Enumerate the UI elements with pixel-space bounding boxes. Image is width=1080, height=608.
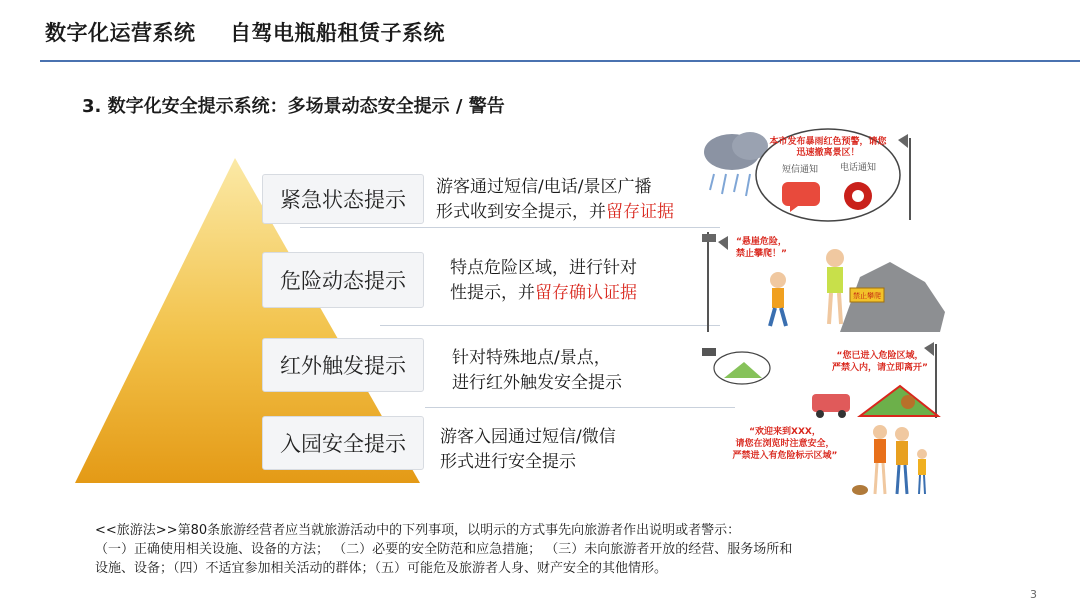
woman-figure-icon <box>826 249 844 324</box>
welcome-bubble-line3: 严禁进入有危险标示区域” <box>732 451 838 461</box>
level-desc-emergency: 游客通过短信/电话/景区广播 形式收到安全提示，并留存证据 <box>436 177 674 222</box>
dog-icon <box>852 485 868 495</box>
danger-zone <box>860 386 938 416</box>
infrared-camera-icon <box>702 348 716 356</box>
level-desc-entry: 游客入园通过短信/微信 形式进行安全提示 <box>440 427 616 472</box>
section-title: 3. 数字化安全提示系统：多场景动态安全提示 / 警告 <box>82 96 505 117</box>
level-label-danger: 危险动态提示 <box>262 252 424 308</box>
page-number: 3 <box>1030 588 1037 601</box>
slide-header <box>0 0 1080 62</box>
speaker-icon <box>898 134 908 148</box>
level-label-infrared: 红外触发提示 <box>262 338 424 392</box>
level-label-entry: 入园安全提示 <box>262 416 424 470</box>
row-divider <box>380 325 720 326</box>
law-footnote: <<旅游法>>第80条旅游经营者应当就旅游活动中的下列事项，以明示的方式事先向旅游者作出说明或者警示： （一）正确使用相关设施、设备的方法； （二）必要的安全防范和应急措施； （三）未向旅游者开放的经营、服务场所和 设施、设备；（四）不适宜参加相关活动的群体；（五）可能危及旅游者人身、财产安全的其他情形。 <box>95 523 793 576</box>
storm-bubble-line1: 本市发布暴雨红色预警，请您 <box>769 137 887 147</box>
cliff-bubble-line1: “悬崖危险， <box>736 237 787 247</box>
level-label-emergency: 紧急状态提示 <box>262 174 424 224</box>
entry-welcome-illustration <box>720 420 945 500</box>
infrared-alert-illustration <box>700 340 950 420</box>
danger-bubble-line1: “您已进入危险区域， <box>836 351 924 361</box>
danger-bubble-line2: 严禁入内，请立即离开” <box>832 363 928 373</box>
child-figure-icon <box>770 272 786 326</box>
cliff-sign: 禁止攀爬 <box>853 292 881 300</box>
row-divider <box>425 407 735 408</box>
header-divider <box>40 60 1080 62</box>
header-subtitle: 自驾电瓶船租赁子系统 <box>230 21 445 45</box>
animal-icon <box>901 395 915 409</box>
family-figures-icon <box>873 425 927 494</box>
storm-alert-illustration <box>700 120 925 225</box>
row-divider <box>300 227 720 228</box>
phone-label: 电话通知 <box>839 163 877 173</box>
welcome-bubble-line1: “欢迎来到XXX， <box>749 427 821 437</box>
car-icon <box>812 394 850 412</box>
welcome-bubble-line2: 请您在浏览时注意安全， <box>735 439 835 449</box>
header-title: 数字化运营系统 <box>45 21 196 45</box>
sms-label: 短信通知 <box>781 165 819 175</box>
speaker-icon <box>924 342 934 356</box>
level-desc-infrared: 针对特殊地点/景点， 进行红外触发安全提示 <box>452 348 622 393</box>
cliff-danger-illustration <box>700 222 950 334</box>
speaker-icon <box>718 236 728 250</box>
level-desc-danger: 特点危险区域，进行针对 性提示，并留存确认证据 <box>450 258 637 303</box>
camera-icon <box>702 234 716 242</box>
cliff-bubble-line2: 禁止攀爬！” <box>736 249 787 259</box>
storm-bubble-line2: 迅速撤离景区！ <box>796 148 860 158</box>
